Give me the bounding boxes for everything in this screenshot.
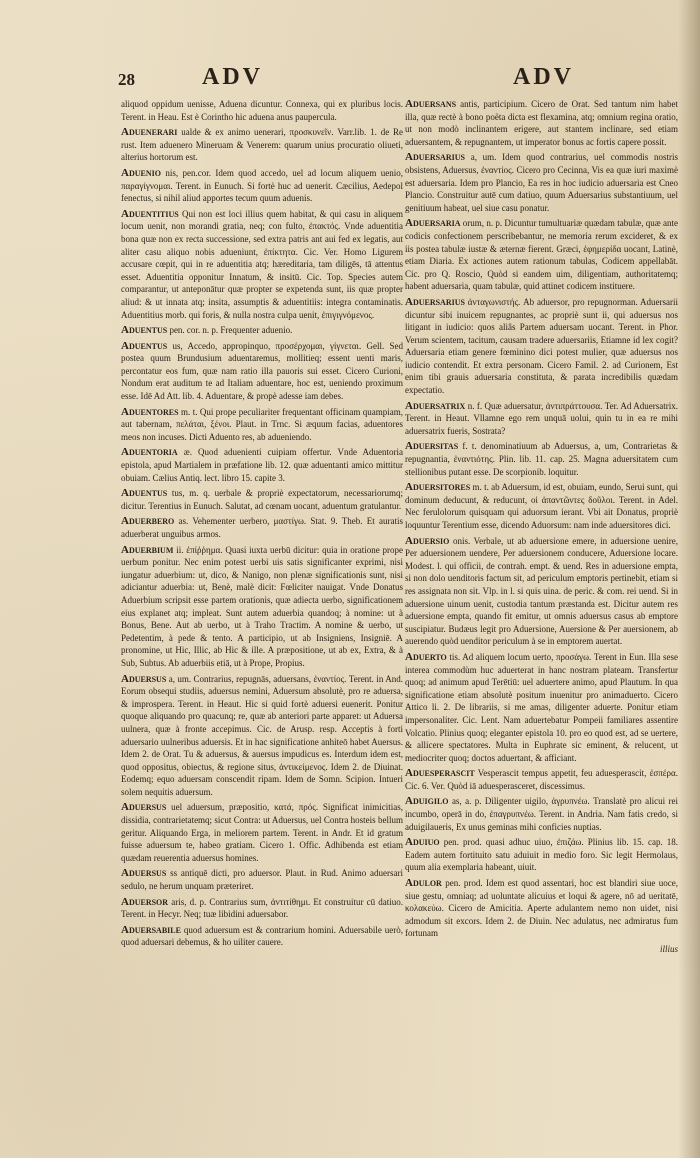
entry-headword: Aduersans — [405, 98, 457, 110]
entry-text: m. t. ab Aduersum, id est, obuiam, eundo, Serui sunt, qui dominum deducunt, & reducunt, οἱ ἀπαντῶντες δοῦλοι. Terent. in Adel. Nec ferulolorum quisquam qui aduorsum ierant. Vbi ait Donatus, propriè loquuntur Terentium esse, dicendo Aduorsum: nam inde aduersitores dici. — [405, 482, 678, 530]
entry-headword: Aduesperascit — [405, 767, 475, 780]
dictionary-entry — [121, 924, 403, 949]
entry-headword: Aduentores — [121, 405, 179, 418]
dictionary-entry — [405, 217, 678, 293]
entry-text: antis, participium. Cicero de Orat. Sed tantum nim habet illa, quæ rectè à bono poëta dicta est flexamina, atq; omnium regina oratio, ut non modò inclinantem erigere, aut stantem inclinare, sed etiam aduersantem, & repugnantem, ut imperator bonus ac fortis capere possit. — [405, 99, 678, 147]
dictionary-entry — [121, 340, 403, 403]
dictionary-entry — [405, 400, 678, 438]
dictionary-entry — [121, 896, 403, 921]
entry-headword: Aduersor — [121, 895, 169, 908]
entry-headword: Aduersus — [121, 801, 167, 814]
dictionary-entry — [121, 801, 403, 864]
entry-text: m. t. Qui prope peculiariter frequentant officinam quampiam, aut tabernam, πελάται, ξένοι. Plaut. in Trnc. Si æquum facias, aduentores meos non incuses. Dicti Aduento res, ab adueniendo. — [121, 406, 403, 442]
entry-headword: Aduenerari — [121, 126, 178, 139]
entry-headword: Adulor — [405, 877, 442, 890]
entry-headword: Aduigilo — [405, 795, 449, 808]
dictionary-entry — [121, 487, 403, 512]
entry-headword: Aduersus — [121, 867, 167, 880]
entry-text: n. f. Quæ aduersatur, ἀντιπράττουσα. Ter. Ad Aduersatrix. Terent. in Heaut. Vllamne ego rem unquā uolui, quin tu in ea re mihi aduersatrix fueris, Sostrata? — [405, 400, 678, 436]
left-column — [121, 98, 403, 1138]
entry-text: orum, n. p. Dicuntur tumultuariæ quædam tabulæ, quæ ante codicis confectionem perscribebantur, ne memoria rerum excideret, & ex iis postea tabulæ iustæ & æternæ fierent. Græci, ἐφημερίδα uocant, Latinè, etiam Diaria. Ex actiones autem rationum tabulas, Codicem appellabāt. Cic. pro Q. Roscio, Quòd si eandem uim, diligentiam, authoritatemq; habent aduersaria, quam tabulæ, quid attinet codicem instituere. — [405, 218, 678, 292]
entry-text: a, um. Idem quod contrarius, uel commodis nostris obsistens, Aduersus, ἐναντίος. Cicero pro Cecinna, Vis ea quæ iuri maximè est aduersaria. Idem pro Plancio, Ea res in hoc iudicio aduersaria est Cneo Plancio. Construitur autē cum datiuo, quum Aduersarius substantiuum, uel genitiuum habeat, uel siue casu ponatur. — [405, 152, 678, 213]
dictionary-entry — [405, 98, 678, 148]
entry-text: as. Vehementer uerbero, μαστίγω. Stat. 9. Theb. Et auratis aduerberat unguibus armos. — [121, 516, 403, 539]
entry-headword: Aduentus — [121, 339, 168, 352]
entry-headword: Aduersarius — [405, 151, 465, 164]
dictionary-entry — [405, 296, 678, 397]
page-gutter-shadow — [678, 0, 700, 1158]
entry-text: a, um. Contrarius, repugnās, aduersans, ἐναντίος. Terent. in And. Eorum obsequi studiis, aduersus nemini, Aduersum absolutè, pro re aduersa, & improspera. Terent. in Heaut. Hic si quid fortè aduersi euenerit. Ponitur quoque aliquando pro quacunq; re, quæ ab anteriori parte apparet: ut Aduersa uulnera, quæ à fronte accepimus. Cic. de Arusp. resp. Acceptis à forti aduersario uulneribus aduersis. Et in hac significatione anhiteō habet Auersus. Idem 2. de Orat. Tu & aduersus, & auersus impudicus es. Interdum idem est, quod oppositus, obiectus, & regione situs, ἀντικείμενος. Idem 2. de Diuinat. Eodemq; equo aduersam conscendit ripam. Idem de Somn. Scipion. Intueri solem nequitis aduersum. — [121, 673, 403, 797]
entry-text: quod aduersum est & contrarium homini. Aduersabile uerò, quod aduersari debemus, & ho uiliter cauere. — [121, 924, 403, 948]
entry-text: tus, m. q. uerbale & propriè expectatorum, necessariorumq; dicitur. Terentius in Eunuch. Salutat, ad cœnam uocant, aduentum gratulantur. — [121, 488, 403, 511]
entry-text: us, Accedo, appropinquo, προσέρχομαι, γίγνεται. Gell. Sed postea quum Brundusium aduentaremus, mollitieq; essent uenti maris, percontatur eos fum, quæ nam ratio illa pauoris sui esset. Cicero Curioni, Nondum erat auditum te ad Italiam aduentare, hoc est, ueniendo proximum esse. Idē Ad Att. lib. 4. Aduentare, & propè adesse iam debes. — [121, 340, 403, 402]
dictionary-entry — [121, 324, 403, 337]
entry-headword: Aduersitas — [405, 440, 459, 453]
entry-text: pen. prod. Idem est quod assentari, hoc est blandiri siue uoce, siue gestu, omniaq; ad uoluntate alicuius et loqui & agere, nō ad ueritatē, κολακεύω. Cicero de Amicitia. Aperte adulantem nemo non uidet, nisi admodum sit excors. Idem 2. de Diuin. Nec adulatus, nec admiratus fum fortunam — [405, 878, 678, 939]
entry-headword: Aduerbero — [121, 515, 175, 528]
entry-text: pen. cor. n. p. Frequenter aduenio. — [169, 325, 293, 336]
entry-headword: Aduiuo — [405, 836, 440, 849]
entry-text: uel aduersum, præpositio, κατά, πρός. Significat inimicitias, dissidia, contrarietatemq; sicut Contra: ut Aduersus, uel Contra hosteis bellum geritur. Aliquando Erga, in meliorem partem. Terent. in Andr. Et id gratum fuisse aduersum te, habeo gratiam. Cicero 1. Offic. Adhibenda est etiam quædam reuerentia aduersus homines. — [121, 802, 403, 863]
dictionary-entry — [121, 446, 403, 484]
entry-headword: Aduersarius — [405, 295, 465, 308]
entry-text: as, a. p. Diligenter uigilo, ἀγρυπνέω. Translatè pro alicui rei incumbo, operā in do, ἐπαγρυπνέω. Terent. in Andria. Nam fatis credo, si aduigilaueris, Ex unus geminas mihi conficies nuptias. — [405, 796, 678, 832]
page-number: 28 — [118, 70, 135, 89]
entry-headword: Aduerto — [405, 650, 447, 663]
entry-headword: Aduentus — [121, 324, 168, 337]
dictionary-entry — [405, 440, 678, 478]
entry-text: nis, pen.cor. Idem quod accedo, uel ad locum aliquem uenio, παραγίγνομαι. Terent. in Eunuch. Si fortè huc ad uenerit. Cæcilius, Aedepol fenectus, si nihil aliud apportes tecum quum aduenis. — [121, 167, 403, 204]
dictionary-entry — [121, 406, 403, 444]
catchword: illius — [659, 944, 678, 954]
entry-text: ii. ἐπίῤῥημα. Quasi iuxta uerbū dicitur: quia in oratione prope uerbum ponitur. Nec enim potest uerbi uis satis significanter exprimi, nisi iungatur aduerbium: ut, dico, & Nanigo, non plenæ significationis sunt, nisi adiciantur aduerbia: ut, Benè, malè dicit: Fœliciter nauigat. Vnde Donatus Aduerbium scripsit esse partem orationis, quæ adiecta uerbo, significationem eius explanet atq; impleat. Sunt autem aduerbia quandoq; à nomine: ut à Bonus, Bene. Aut ab uerbo, ut à Traho Tractim. A nomine & uerbo, ut Pedetentim, à pede & tento. A participio, ut ab Insigniens, Insigniē. A pronomine, ut Hic, Illic, ab Hic & ille. A præpositione, ut ab ex, Extra, & à Sub, Subtus. Ab aduerbiis etiā, ut à Prope, Propius. — [121, 544, 403, 668]
right-column — [405, 98, 678, 1138]
dictionary-entry — [405, 651, 678, 764]
entry-headword: Aduenio — [121, 166, 161, 179]
entry-text: aliquod oppidum uenisse, Aduena dicuntur. Connexa, qui ex pluribus locis. Terent. in Heau. Est è Corintho hic aduena anus paupercula. — [121, 99, 403, 122]
dictionary-entry — [405, 535, 678, 648]
entry-headword: Aduersitores — [405, 481, 471, 494]
dictionary-entry — [121, 167, 403, 205]
dictionary-entry — [405, 481, 678, 531]
entry-headword: Aduersio — [405, 534, 450, 547]
entry-headword: Aduentus — [121, 487, 168, 500]
entry-headword: Aduentoria — [121, 446, 178, 459]
dictionary-entry — [121, 673, 403, 799]
entry-headword: Aduersatrix — [405, 399, 466, 412]
dictionary-entry — [405, 877, 678, 940]
running-head-left: ADV — [202, 64, 263, 90]
dictionary-entry — [405, 836, 678, 874]
entry-headword: Aduentitius — [121, 207, 179, 220]
entry-text: f. t. denominatiuum ab Aduersus, a, um, Contrarietas & repugnantia, ἐναντιότης. Plin. lib. 11. cap. 25. Magna aduersitatem cum stellionibus putant esse. De scorpionib. loquitur. — [405, 441, 678, 477]
entry-headword: Aduersaria — [405, 217, 461, 230]
dictionary-entry — [121, 544, 403, 670]
entry-text: ἀνταγωνιστής. Ab aduersor, pro repugnorman. Aduersarii dicuntur sibi inuicem repugnantes, ac propriè sunt ii, qui aduersus nos litigant in iudicio: quos aliâs Partem aduersam uocant. Terent. in Phor. Verum scientem, tacitum, causam tradere aduersariis, Etiamne id lex cogit? Aduersaria etiam genere fœminino dici potest mulier, quæ aduersus nos iudicio contendit. Et extra personam. Cicero Famil. 2. ad Curionem, Est enim tibi grauis aduersaria constituta, & parata incredibilis quædam expectatio. — [405, 296, 678, 396]
entry-text: onis. Verbale, ut ab aduersione emere, in aduersione uenire, Per aduersionem uendere, Per aduersionem conducere, Aduersione locare. Modest. l. qui officii, de contrah. empt. & uend. Res in aduersione empta, si non dolo uenditoris factum sit, ad periculum emptoris pertinebit, etiam si res assignata non sit. Vlp. in l. si quis uina. de peric. & com. rei uend. Si in aduersione uinum uenit, custodia tantum præstanda est. Dicitur autem res aduersione empta, quando fit emitur, ut omnis aduersus casus ab emptore suscipiatur. Budæus legit pro Aduersione, Auersione & Per auersionem, ab auerendo quòd uenditor periculum à se in emptorem auertat. — [405, 535, 678, 647]
entry-headword: Aduersabile — [121, 923, 181, 936]
entry-headword: Aduersus — [121, 672, 167, 685]
entry-text: Vesperascit tempus appetit, feu aduesperascit, ἐσπέρα. Cic. 6. Ver. Quòd iā aduesperasceret, discessimus. — [405, 768, 678, 791]
entry-text: ualde & ex animo uenerari, προσκυνεῖν. Varr.lib. 1. de Re rust. Item aduenero Mineruam & Venerem: quarum unius procuratio oliueti, alterius hortorum est. — [121, 127, 403, 163]
entry-text: ss antiquē dicti, pro aduersor. Plaut. in Rud. Animo aduersari sedulo, ne herum unquam præteriret. — [121, 868, 403, 892]
entry-text: tis. Ad aliquem locum uerto, προσάγω. Terent in Eun. Illa sese interea commodùm huc aduerterat in hanc nostram plateam. Transfertur quoq; ad animum apud Terētiū: uel aduertere animo, apud Plautum. In qua significatione etiam absolutè positum inuenitur pro animaduerto. Cicero Attico li. 2. De librariis, si me amas, diligenter aduerte. Ponitur etiam impersonaliter. Cic. Lent. Nam aduertebatur Pompeii familiares assentire Volcatio. Plinius quoq; eleganter epistola 10. pro eo quod est, ad se uertere, & allicere spectatores. Multa in Euphrate sic eminent, & relucent, ut mediocriter quoq; doctos aduertant, & afficiant. — [405, 651, 678, 763]
page-header — [118, 64, 620, 98]
entry-text: Qui non est loci illius quem habitat, & qui casu in aliquem locum uenit, non morandi gratia, neq; con fulto, ἐπακτός. Vnde aduentitia bona quæ non ex recta successione, sed extra patris ant aui fed ex legatis, aut aliter casu aliquo nobis adueniunt, ἐπίκτητα. Cic. Ver. Homo Ligurem accusare cœpit, qui in re aduentitia atq; hæreditaria, tam diligēs, tā attentus esset. Aduentitia opponitur Innatum, & insitū. Cic. Top. Species autem comparantur, ut anteponātur quæ propter se expetenda sunt, iis quæ propter aliud: & ut innata atq; insita, assumptis & aduentitiis: integra contaminatis. Aduentitius morb. qui foris, & nulla nostra culpa uenit, ἐπιγιγνόμενος. — [121, 208, 403, 320]
dictionary-entry — [121, 867, 403, 892]
entry-text: pen. prod. quasi adhuc uiuo, ἐπιζάω. Plinius lib. 15. cap. 18. Eadem autem fortituito satu aduiuit in medio foro. Sic legit Hermolaus, quum alia exemplaria habeant, uiuit. — [405, 837, 678, 873]
dictionary-entry — [405, 151, 678, 214]
entry-text: aris, d. p. Contrarius sum, ἀντιτίθημι. Et construitur cū datiuo. Terent. in Hecyr. Neq; tuæ libidini aduersabor. — [121, 896, 403, 920]
dictionary-entry — [405, 795, 678, 833]
entry-text: æ. Quod aduenienti cuipiam offertur. Vnde Aduentoria epistola, apud Martialem in præfatione lib. 12. quæ aduentanti amico mittitur obuiam. Cælius Antiq. lect. libro 15. capite 3. — [121, 447, 403, 483]
dictionary-entry — [121, 208, 403, 321]
dictionary-entry — [405, 767, 678, 792]
dictionary-entry — [121, 98, 403, 123]
running-head-right: ADV — [513, 64, 574, 90]
dictionary-entry — [121, 515, 403, 540]
entry-headword: Aduerbium — [121, 543, 174, 556]
dictionary-entry — [121, 126, 403, 164]
